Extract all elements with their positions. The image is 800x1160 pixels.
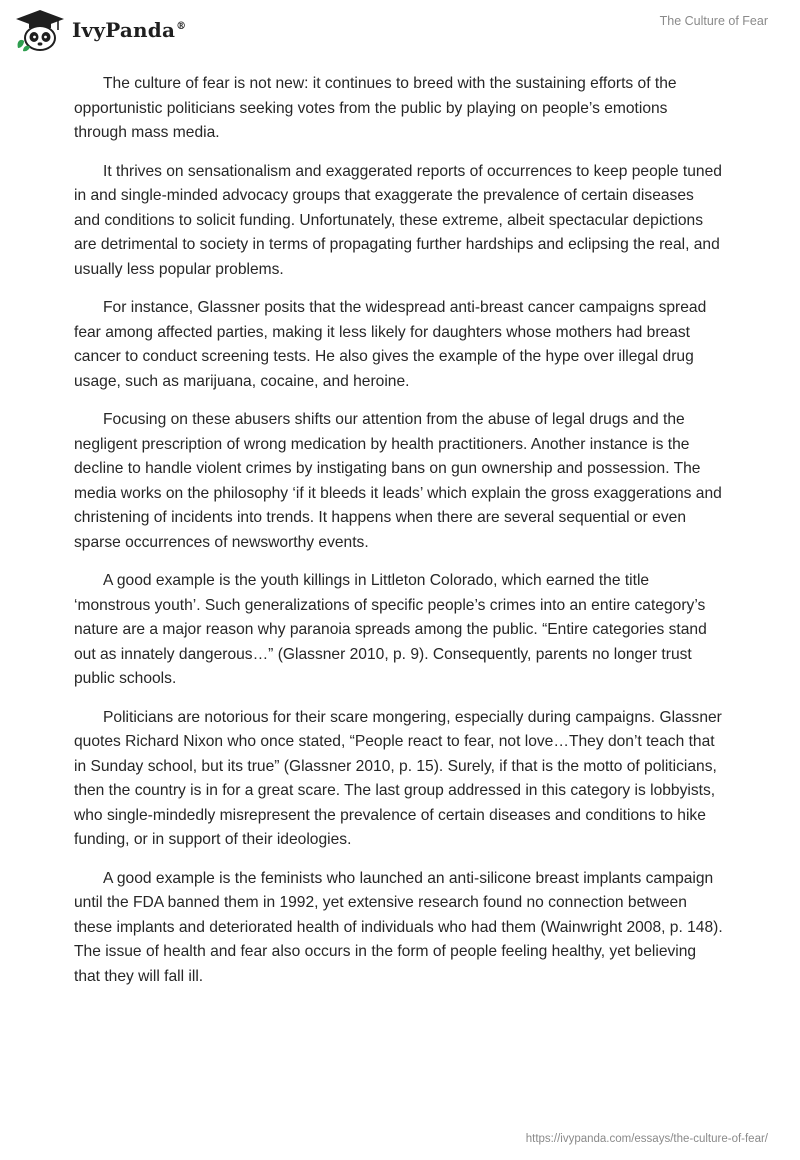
paragraph-1: The culture of fear is not new: it continues to breed with the sustaining efforts of the opportunistic politicians seeking votes from the public by playing on people’s emotions through mass media. <box>74 75 677 141</box>
panda-graduation-cap-icon <box>14 8 66 52</box>
source-url[interactable]: https://ivypanda.com/essays/the-culture-of-fear/ <box>525 1133 768 1145</box>
paragraph-2: It thrives on sensationalism and exaggerated reports of occurrences to keep people tuned in and single-minded advocacy groups that exaggerate the prevalence of certain diseases and conditions to solicit funding. Unfortunately, these extreme, albeit spectacular depictions are detrimental to society in terms of propagating further hardships and eclipsing the real, and usually less popular problems. <box>74 162 722 278</box>
paragraph-5: A good example is the youth killings in Littleton Colorado, which earned the title ‘monstrous youth’. Such generalizations of specific people’s crimes into an entire category’s nature are a major reason why paranoia spreads among the public. “Entire categories stand out as innately dangerous…” (Glassner 2010, p. 9). Consequently, parents no longer trust public schools. <box>74 572 707 687</box>
brand-name: IvyPanda® <box>72 18 187 42</box>
document-title: The Culture of Fear <box>659 14 768 28</box>
paragraph-3: For instance, Glassner posits that the widespread anti-breast cancer campaigns spread fear among affected parties, making it less likely for daughters whose mothers had breast cancer to conduct screening tests. He also gives the example of the hype over illegal drug usage, such as marijuana, cocaine, and heroine. <box>74 299 707 390</box>
essay-body <box>74 72 724 1003</box>
paragraph-6: Politicians are notorious for their scare mongering, especially during campaigns. Glassner quotes Richard Nixon who once stated, “People react to fear, not love…They don’t teach that in Sunday school, but its true” (Glassner 2010, p. 15). Surely, if that is the motto of politicians, then the country is in for a great scare. The last group addressed in this category is lobbyists, who single-mindedly misrepresent the prevalence of certain diseases and conditions to hike funding, or in support of their ideologies. <box>74 708 722 848</box>
paragraph-7: A good example is the feminists who launched an anti-silicone breast implants campaign until the FDA banned them in 1992, yet extensive research found no connection between these implants and deteriorated health of individuals who had them (Wainwright 2008, p. 148). The issue of health and fear also occurs in the form of people feeling healthy, yet believing that they will fall ill. <box>74 869 723 985</box>
paragraph-4: Focusing on these abusers shifts our attention from the abuse of legal drugs and the negligent prescription of wrong medication by health practitioners. Another instance is the decline to handle violent crimes by instigating bans on gun ownership and possession. The media works on the philosophy ‘if it bleeds it leads’ which explain the gross exaggerations and christening of incidents into trends. It happens when there are several sequential or even sparse occurrences of newsworthy events. <box>74 411 722 551</box>
ivypanda-logo[interactable] <box>14 8 186 52</box>
page-header <box>0 0 800 64</box>
